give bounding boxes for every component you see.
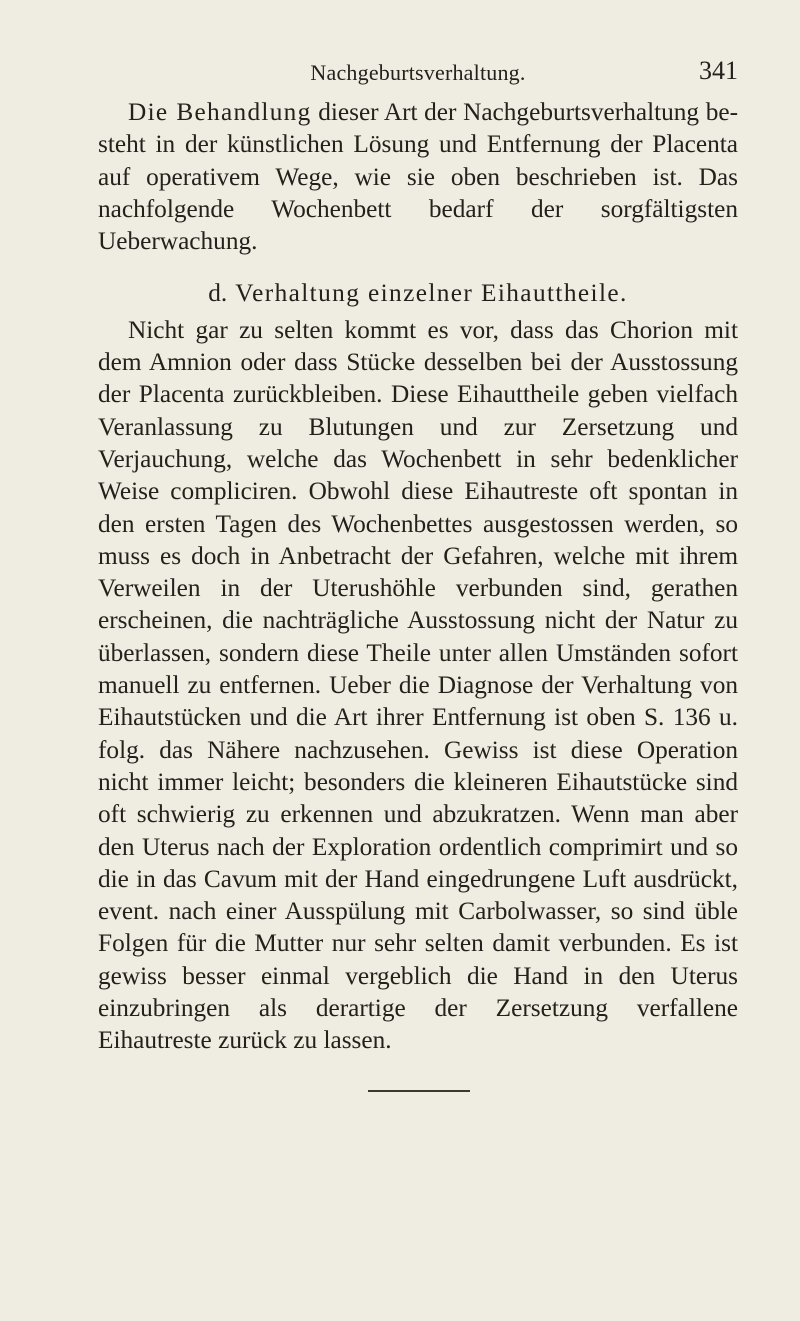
paragraph-treatment-text: dieser Art der Nachgeburtsverhaltung besteht in der künstlichen Lösung und Entfernung der Placenta auf operativem Wege, wie sie oben beschrieben ist. Das nachfolgende Wochenbett bedarf der sorgfältigsten Ueberwachung. xyxy=(98,98,739,256)
emphasized-lead: Die Behandlung xyxy=(128,98,312,126)
section-letter: d. xyxy=(208,279,228,308)
running-title: Nachgeburtsverhaltung. xyxy=(310,60,526,85)
section-title: Verhaltung einzelner Eihauttheile. xyxy=(235,279,628,308)
end-rule xyxy=(368,1090,470,1092)
section-heading xyxy=(98,277,738,309)
paragraph-treatment xyxy=(98,96,738,257)
paragraph-membranes: Nicht gar zu selten kommt es vor, dass das Chorion mit dem Amnion oder dass Stücke desselben bei der Ausstossung der Placenta zurückbleiben. Diese Eihauttheile geben vielfach Veranlassung zu Blutungen und zur Zersetzung und Verjauchung, welche das Wochenbett in sehr bedenklicher Weise compliciren. Obwohl diese Eihautreste oft spontan in den ersten Tagen des Wochenbettes ausgestossen werden, so muss es doch in Anbetracht der Gefahren, welche mit ihrem Verweilen in der Uterushöhle verbunden sind, gerathen erscheinen, die nachträgliche Ausstossung nicht der Natur zu überlassen, sondern diese Theile unter allen Umständen sofort manuell zu entfernen. Ueber die Diagnose der Verhaltung von Eihautstücken und die Art ihrer Entfernung ist oben S. 136 u. folg. das Nähere nachzusehen. Gewiss ist diese Operation nicht immer leicht; besonders die kleineren Eihautstücke sind oft schwierig zu erkennen und abzukratzen. Wenn man aber den Uterus nach der Exploration ordentlich comprimirt und so die in das Cavum mit der Hand eingedrungene Luft ausdrückt, event. nach einer Ausspülung mit Carbolwasser, so sind üble Folgen für die Mutter nur sehr selten damit verbunden. Es ist gewiss besser einmal vergeblich die Hand in den Uterus einzubringen als derartige der Zersetzung verfallene Eihautreste zurück zu lassen. xyxy=(98,315,738,1055)
page-number: 341 xyxy=(699,56,738,85)
body-text xyxy=(98,96,738,1057)
running-head xyxy=(98,56,738,86)
